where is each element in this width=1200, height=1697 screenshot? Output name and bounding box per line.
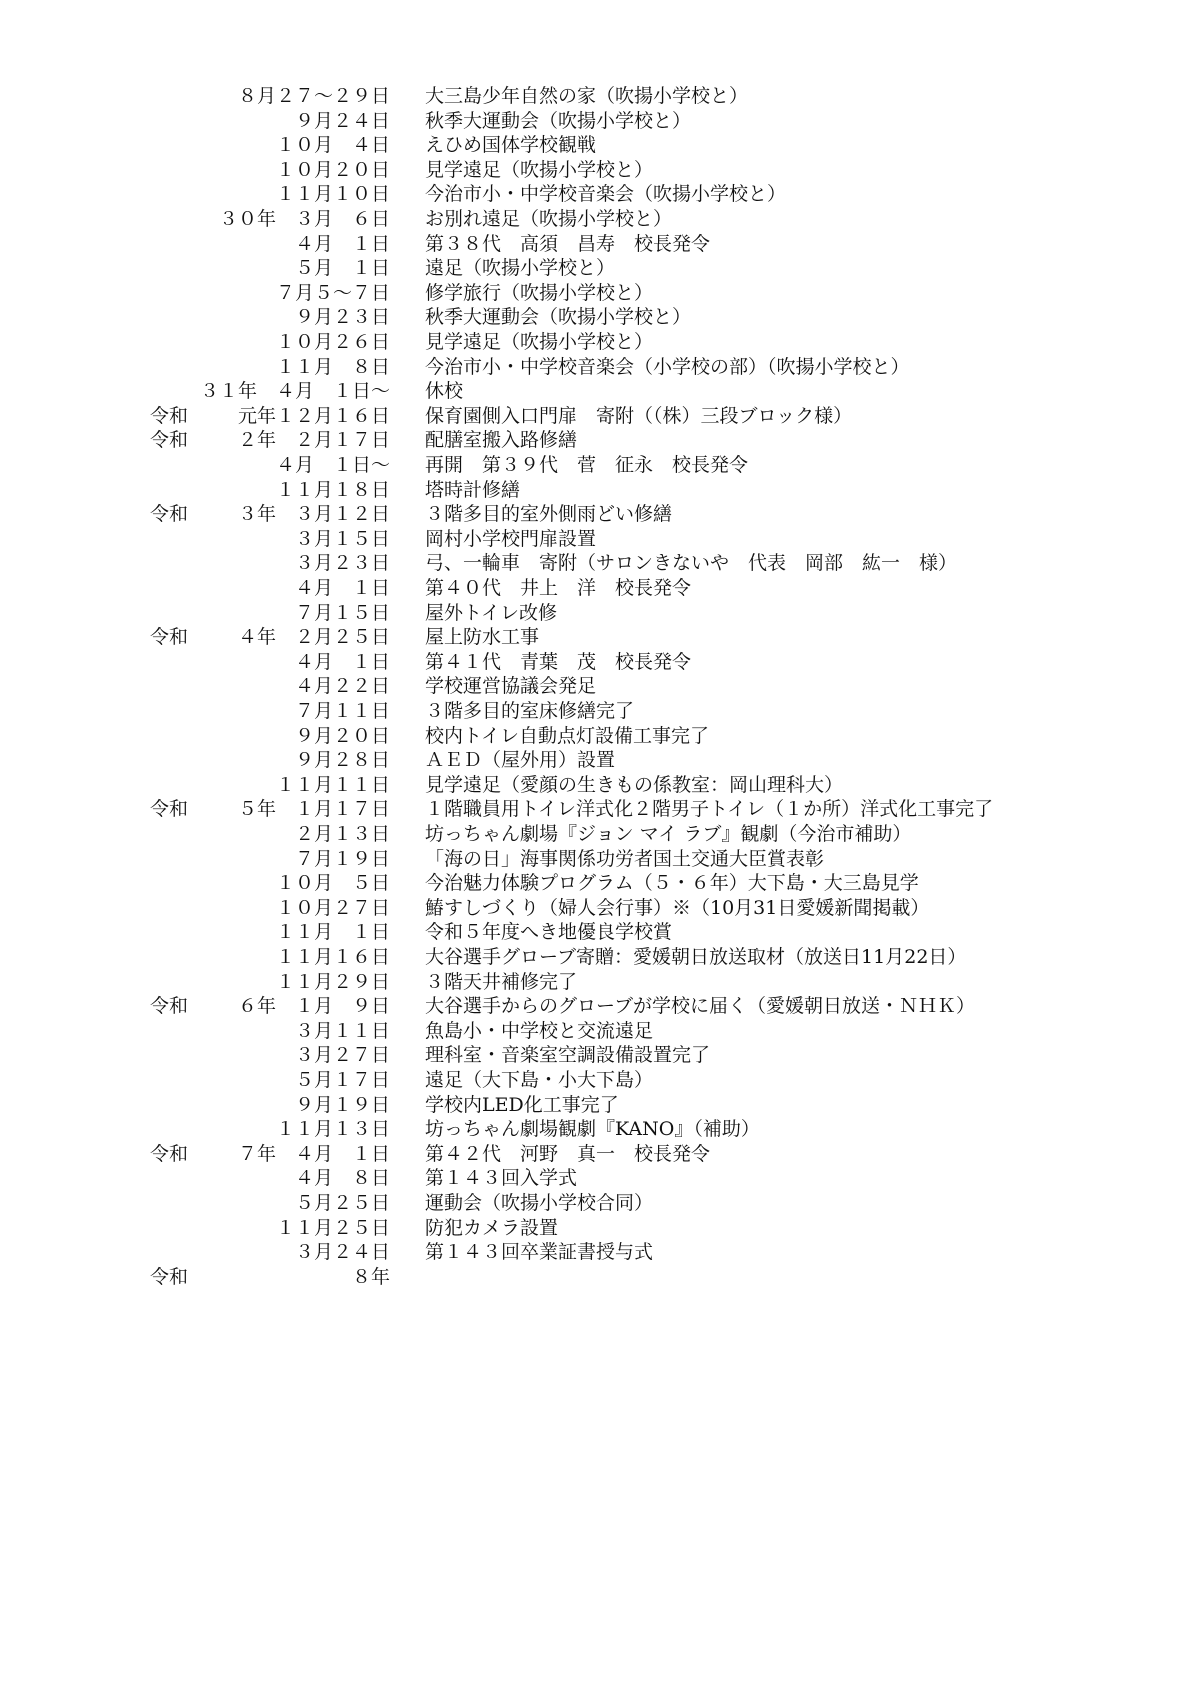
entry-event: えひめ国体学校観戦 <box>425 134 597 157</box>
history-entry <box>0 355 1200 379</box>
entry-event: 坊っちゃん劇場『ジョン マイ ラブ』観劇（今治市補助） <box>425 823 912 845</box>
history-entry <box>0 1216 1200 1240</box>
entry-event: 塔時計修繕 <box>425 478 521 501</box>
entry-date: ８月２７～２９日 <box>237 85 390 107</box>
entry-event: 第４１代 青葉 茂 校長発令 <box>425 650 692 673</box>
entry-date: ７月１５日 <box>294 601 390 624</box>
entry-event: ＡＥＤ（屋外用）設置 <box>425 749 616 772</box>
entry-date: １０月２０日 <box>275 158 390 181</box>
entry-date: ７月１１日 <box>294 700 390 722</box>
history-entry <box>0 822 1200 846</box>
entry-event: 校内トイレ自動点灯設備工事完了 <box>425 724 710 747</box>
history-entry <box>0 1068 1200 1092</box>
entry-event: 遠足（吹揚小学校と） <box>425 257 616 280</box>
history-entry <box>0 1142 1200 1166</box>
entry-event: 屋外トイレ改修 <box>425 601 558 624</box>
entry-date: ４月 １日 <box>294 650 390 673</box>
era-label: 令和 <box>150 503 189 526</box>
entry-date: ４月 ８日 <box>294 1167 390 1190</box>
history-entry <box>0 527 1200 551</box>
entry-date: ３年 ３月１２日 <box>237 503 390 526</box>
entry-date: ２年 ２月１７日 <box>237 429 390 452</box>
entry-date: ４月 １日 <box>294 232 390 255</box>
entry-event: １階職員用トイレ洋式化２階男子トイレ（１か所）洋式化工事完了 <box>425 798 994 821</box>
history-entry <box>0 256 1200 280</box>
entry-date: １１月 １日 <box>275 921 390 944</box>
era-label: 令和 <box>150 429 189 452</box>
history-entry <box>0 1240 1200 1264</box>
entry-date: １１月１３日 <box>275 1118 390 1141</box>
entry-event: 今治魅力体験プログラム（５・６年）大下島・大三島見学 <box>425 872 919 895</box>
entry-event: 休校 <box>425 380 464 403</box>
entry-event: 今治市小・中学校音楽会（吹揚小学校と） <box>425 183 787 206</box>
entry-event: 配膳室搬入路修繕 <box>425 429 578 452</box>
entry-date: ７月５～７日 <box>275 281 390 304</box>
entry-date: １１月 ８日 <box>275 355 390 378</box>
entry-date: ９月２３日 <box>294 306 390 329</box>
entry-event: 第４２代 河野 真一 校長発令 <box>425 1142 711 1165</box>
history-entry <box>0 478 1200 502</box>
entry-event: 大谷選手グローブ寄贈：愛媛朝日放送取材（放送日11月22日） <box>425 946 967 968</box>
entry-event: ３階多目的室外側雨どい修繕 <box>425 503 673 526</box>
entry-date: ５月２５日 <box>294 1192 390 1214</box>
entry-date: ５月 １日 <box>294 257 390 280</box>
history-entry <box>0 699 1200 723</box>
history-entry <box>0 1093 1200 1117</box>
history-entry <box>0 1265 1200 1289</box>
entry-date: ６年 １月 ９日 <box>237 995 390 1018</box>
entry-event: 「海の日」海事関係功労者国土交通大臣賞表彰 <box>425 847 825 870</box>
history-entry <box>0 428 1200 452</box>
history-entry <box>0 576 1200 600</box>
history-entry <box>0 330 1200 354</box>
entry-event: 屋上防水工事 <box>425 626 540 649</box>
entry-event: 修学旅行（吹揚小学校と） <box>425 281 654 304</box>
entry-date: ７年 ４月 １日 <box>237 1142 390 1165</box>
entry-event: ３階天井補修完了 <box>425 970 578 993</box>
entry-date: １１月１８日 <box>275 478 390 501</box>
history-entry <box>0 207 1200 231</box>
history-entry <box>0 453 1200 477</box>
entry-date: １０月 ５日 <box>275 872 390 895</box>
entry-event: 見学遠足（吹揚小学校と） <box>425 158 654 181</box>
history-entry <box>0 896 1200 920</box>
history-entry <box>0 650 1200 674</box>
history-entry <box>0 748 1200 772</box>
entry-date: １１月１６日 <box>275 946 390 968</box>
history-entry <box>0 502 1200 526</box>
history-entry <box>0 1166 1200 1190</box>
entry-event: 今治市小・中学校音楽会（小学校の部）（吹揚小学校と） <box>425 355 910 378</box>
entry-date: ３月２７日 <box>294 1044 390 1067</box>
entry-event: 保育園側入口門扉 寄附（（株）三段ブロック様） <box>425 404 853 427</box>
entry-date: 元年１２月１６日 <box>237 404 390 427</box>
entry-date: ４月 １日～ <box>275 454 390 476</box>
history-entry <box>0 305 1200 329</box>
history-entry <box>0 1191 1200 1215</box>
entry-date: １０月２７日 <box>275 896 390 919</box>
entry-date: ３月２３日 <box>294 552 390 575</box>
entry-event: 理科室・音楽室空調設備設置完了 <box>425 1044 711 1067</box>
history-entry <box>0 601 1200 625</box>
history-entry <box>0 158 1200 182</box>
history-entry <box>0 625 1200 649</box>
entry-date: ９月２４日 <box>294 109 390 132</box>
history-entry <box>0 797 1200 821</box>
entry-event: 大谷選手からのグローブが学校に届く（愛媛朝日放送・ＮＨＫ） <box>425 995 976 1018</box>
entry-date: １１月１０日 <box>275 183 390 206</box>
entry-event: 学校運営協議会発足 <box>425 675 597 698</box>
history-entry <box>0 281 1200 305</box>
history-entry <box>0 84 1200 108</box>
entry-date: ９月２０日 <box>294 724 390 747</box>
entry-date: ３０年 ３月 ６日 <box>218 208 390 230</box>
entry-date: ５月１７日 <box>294 1069 390 1091</box>
history-entry <box>0 871 1200 895</box>
era-label: 令和 <box>150 1265 189 1288</box>
entry-event: 弓、一輪車 寄附（サロンきないや 代表 岡部 紘一 様） <box>425 552 958 575</box>
entry-event: 秋季大運動会（吹揚小学校と） <box>425 109 692 132</box>
entry-event: ３階多目的室床修繕完了 <box>425 700 635 722</box>
history-entry <box>0 1043 1200 1067</box>
entry-event: 第３８代 高須 昌寿 校長発令 <box>425 232 711 255</box>
entry-event: 第４０代 井上 洋 校長発令 <box>425 577 692 599</box>
entry-event: 鰆すしづくり（婦人会行事）※（10月31日愛媛新聞掲載） <box>425 896 930 919</box>
entry-date: ４月 １日 <box>294 577 390 599</box>
entry-date: ３１年 ４月 １日～ <box>199 380 390 403</box>
entry-event: 防犯カメラ設置 <box>425 1216 559 1239</box>
entry-event: 遠足（大下島・小大下島） <box>425 1069 654 1091</box>
entry-event: 令和５年度へき地優良学校賞 <box>425 921 673 944</box>
entry-date: ９月１９日 <box>294 1093 390 1116</box>
era-label: 令和 <box>150 798 189 821</box>
entry-event: 魚島小・中学校と交流遠足 <box>425 1019 654 1042</box>
entry-date: ９月２８日 <box>294 749 390 772</box>
history-entry <box>0 109 1200 133</box>
entry-date: １１月１１日 <box>275 773 390 796</box>
entry-event: 第１４３回入学式 <box>425 1167 578 1190</box>
history-entry <box>0 1019 1200 1043</box>
entry-date: ３月１１日 <box>294 1019 390 1042</box>
entry-event: 見学遠足（吹揚小学校と） <box>425 331 654 353</box>
history-entry <box>0 920 1200 944</box>
history-entry <box>0 994 1200 1018</box>
era-label: 令和 <box>150 626 189 649</box>
entry-date: ５年 １月１７日 <box>237 798 390 821</box>
entry-date: １０月 ４日 <box>275 134 390 157</box>
entry-date: １１月２９日 <box>275 970 390 993</box>
entry-event: 岡村小学校門扉設置 <box>425 527 597 550</box>
history-entry <box>0 970 1200 994</box>
history-entry <box>0 133 1200 157</box>
entry-event: お別れ遠足（吹揚小学校と） <box>425 208 673 230</box>
history-entry <box>0 551 1200 575</box>
history-entry <box>0 1117 1200 1141</box>
entry-date: ３月１５日 <box>294 527 390 550</box>
entry-event: 見学遠足（愛顔の生きもの係教室：岡山理科大） <box>425 773 844 796</box>
entry-date: ７月１９日 <box>294 847 390 870</box>
entry-date: ４月２２日 <box>294 675 390 698</box>
entry-event: 秋季大運動会（吹揚小学校と） <box>425 306 692 329</box>
entry-date: ３月２４日 <box>294 1241 390 1264</box>
history-entry <box>0 724 1200 748</box>
era-label: 令和 <box>150 995 189 1018</box>
entry-event: 再開 第３９代 菅 征永 校長発令 <box>425 454 749 476</box>
history-entry <box>0 182 1200 206</box>
entry-event: 運動会（吹揚小学校合同） <box>425 1192 654 1214</box>
entry-date: ２月１３日 <box>294 823 390 845</box>
entry-date: １０月２６日 <box>275 331 390 353</box>
entry-date: １１月２５日 <box>275 1216 390 1239</box>
entry-date: ８年 <box>351 1265 390 1288</box>
entry-date: ４年 ２月２５日 <box>237 626 390 649</box>
history-entry <box>0 945 1200 969</box>
entry-event: 大三島少年自然の家（吹揚小学校と） <box>425 85 749 107</box>
entry-event: 第１４３回卒業証書授与式 <box>425 1241 654 1264</box>
history-entry <box>0 674 1200 698</box>
era-label: 令和 <box>150 404 189 427</box>
entry-event: 坊っちゃん劇場観劇『KANO』（補助） <box>425 1118 760 1141</box>
history-entry <box>0 379 1200 403</box>
history-entry <box>0 773 1200 797</box>
era-label: 令和 <box>150 1142 189 1165</box>
history-entry <box>0 847 1200 871</box>
entry-event: 学校内LED化工事完了 <box>425 1093 619 1116</box>
history-entry <box>0 232 1200 256</box>
history-entry <box>0 404 1200 428</box>
